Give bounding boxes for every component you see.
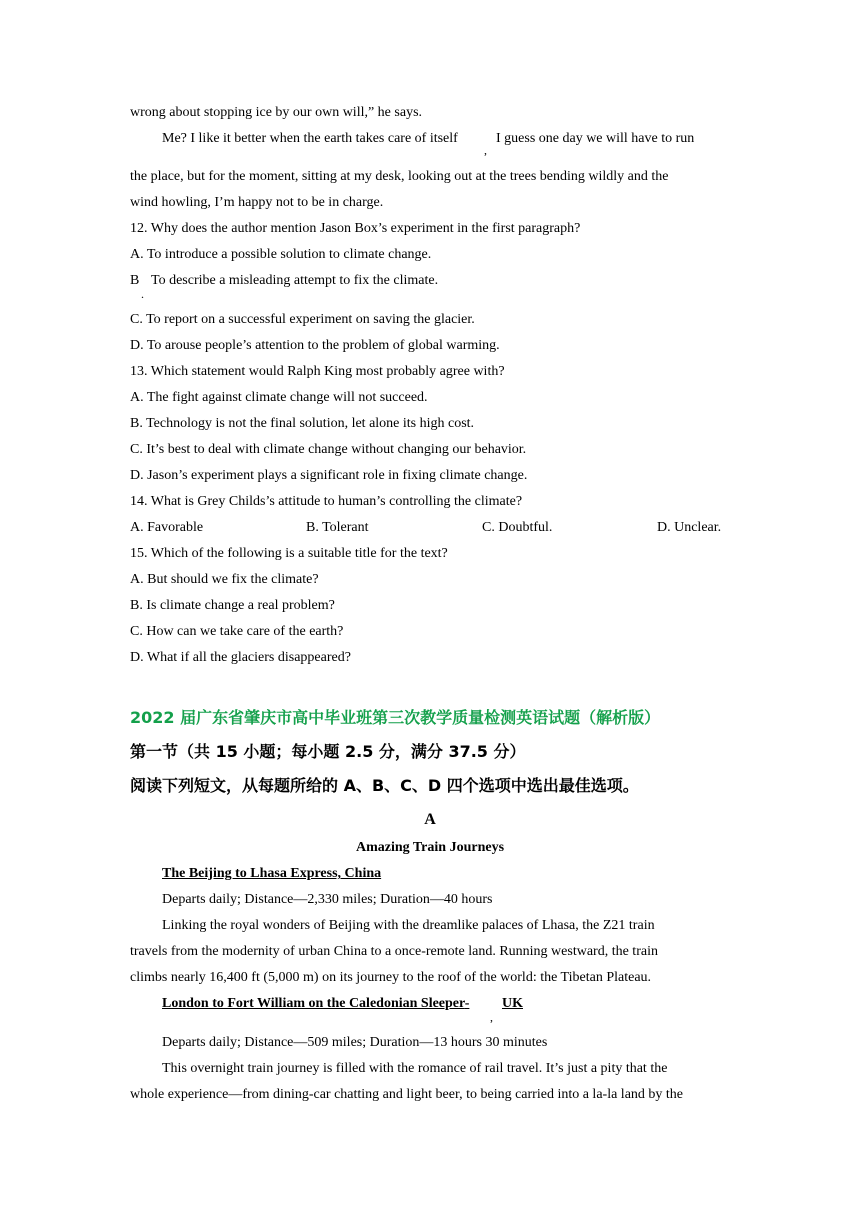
- option-c: C. Doubtful.: [482, 520, 553, 535]
- journey-title-text: London to Fort William on the Caledonian Sleeper: [162, 996, 465, 1011]
- section-instruction: 阅读下列短文，从每题所给的 A、B、C、D 四个选项中选出最佳选项。: [130, 776, 639, 795]
- journey-info: Departs daily; Distance—2,330 miles; Duration—40 hours: [162, 892, 493, 907]
- option-c: C. How can we take care of the earth?: [130, 624, 344, 639]
- option-b: B. Technology is not the final solution, let alone its high cost.: [130, 416, 475, 431]
- option-d: D. Jason’s experiment plays a significant role in fixing climate change.: [130, 468, 528, 483]
- question-stem: 12. Why does the author mention Jason Box’s experiment in the first paragraph?: [130, 221, 581, 236]
- punctuation-mark: .: [141, 287, 144, 301]
- question-stem: 13. Which statement would Ralph King most probably agree with?: [130, 364, 505, 379]
- passage-line: climbs nearly 16,400 ft (5,000 m) on its journey to the roof of the world: the Tibetan Plateau.: [130, 970, 652, 985]
- passage-line: wrong about stopping ice by our own will,” he says.: [130, 105, 423, 120]
- passage-title: Amazing Train Journeys: [355, 840, 505, 855]
- journey-title: The Beijing to Lhasa Express, China: [162, 866, 382, 881]
- option-a: A. The fight against climate change will not succeed.: [130, 390, 428, 405]
- option-d: D. Unclear.: [657, 520, 722, 535]
- section-part: 第一节（共 15 小题；每小题 2.5 分，满分 37.5 分）: [130, 742, 526, 761]
- question-stem: 15. Which of the following is a suitable title for the text?: [130, 546, 448, 561]
- option-b: To describe a misleading attempt to fix the climate.: [151, 273, 439, 288]
- option-b: B. Is climate change a real problem?: [130, 598, 335, 613]
- journey-title-country: UK: [502, 996, 523, 1011]
- exam-heading: 2022 届广东省肇庆市高中毕业班第三次教学质量检测英语试题（解析版）: [130, 708, 661, 727]
- punctuation-mark: ,: [484, 143, 487, 157]
- passage-line: [162, 130, 458, 148]
- question-stem: 14. What is Grey Childs’s attitude to human’s controlling the climate?: [130, 494, 523, 509]
- option-d: D. What if all the glaciers disappeared?: [130, 650, 351, 665]
- journey-title: [162, 995, 469, 1013]
- passage-line: wind howling, I’m happy not to be in charge.: [130, 195, 384, 210]
- option-b-letter: B: [130, 273, 140, 288]
- passage-letter: A: [424, 811, 436, 828]
- option-a: A. But should we fix the climate?: [130, 572, 319, 587]
- option-a: A. Favorable: [130, 520, 204, 535]
- option-b: B. Tolerant: [306, 520, 369, 535]
- passage-line: Linking the royal wonders of Beijing with the dreamlike palaces of Lhasa, the Z21 train: [162, 918, 655, 933]
- passage-line: This overnight train journey is filled with the romance of rail travel. It’s just a pity that the: [162, 1061, 668, 1076]
- passage-line: whole experience—from dining-car chatting and light beer, to being carried into a la-la land by the: [130, 1087, 684, 1102]
- journey-title-dash: -: [464, 996, 470, 1011]
- journey-info: Departs daily; Distance—509 miles; Duration—13 hours 30 minutes: [162, 1035, 548, 1050]
- passage-text: Me? I like it better when the earth takes care of itself: [162, 131, 458, 146]
- punctuation-mark: ,: [490, 1010, 493, 1024]
- passage-line: the place, but for the moment, sitting at my desk, looking out at the trees bending wildly and the: [130, 169, 669, 184]
- passage-text: I guess one day we will have to run: [496, 131, 695, 146]
- passage-line: travels from the modernity of urban China to a once-remote land. Running westward, the train: [130, 944, 658, 959]
- option-d: D. To arouse people’s attention to the problem of global warming.: [130, 338, 500, 353]
- option-c: C. To report on a successful experiment on saving the glacier.: [130, 312, 475, 327]
- option-a: A. To introduce a possible solution to climate change.: [130, 247, 432, 262]
- option-c: C. It’s best to deal with climate change without changing our behavior.: [130, 442, 527, 457]
